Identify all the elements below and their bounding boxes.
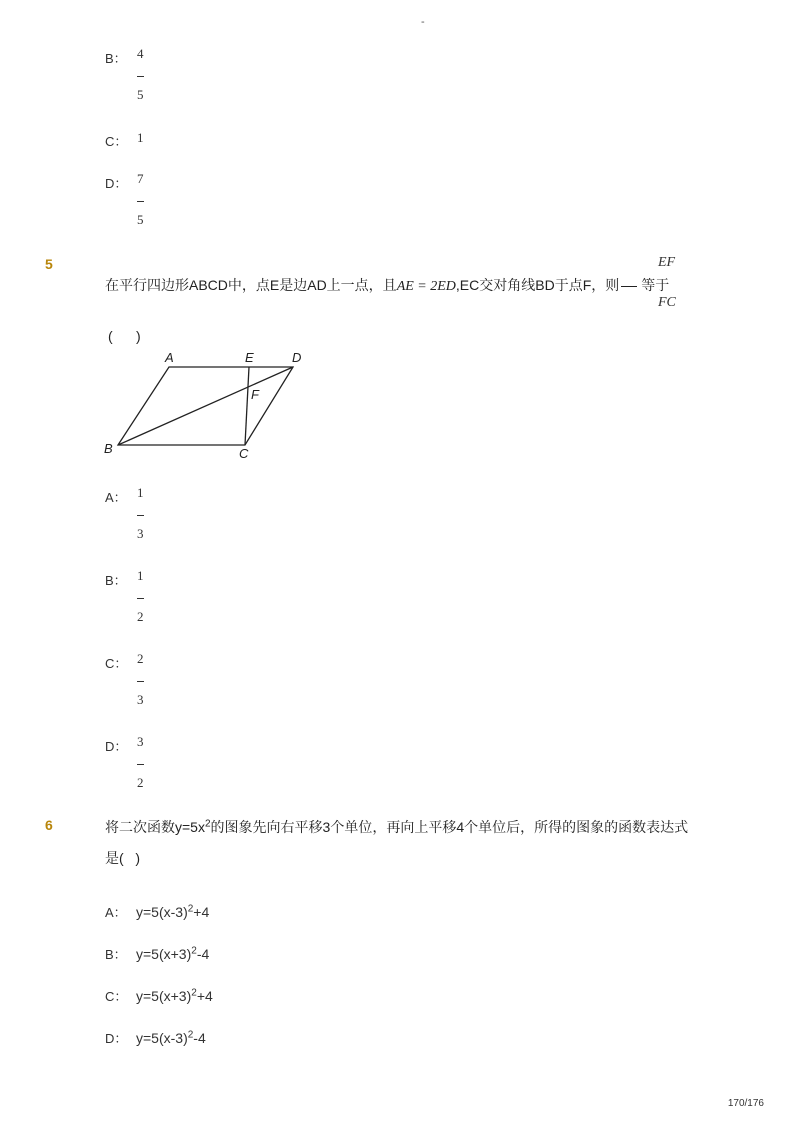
option-label: A： xyxy=(105,905,127,920)
fraction-denominator: 3 xyxy=(137,692,144,707)
fraction-denominator: 5 xyxy=(137,212,144,227)
fraction-numerator: 1 xyxy=(137,568,144,583)
exponent: 2 xyxy=(204,818,211,830)
fraction-denominator: 5 xyxy=(137,87,144,102)
q6-option-d[interactable] xyxy=(105,1028,206,1048)
ratio-numerator: EF xyxy=(658,255,676,270)
option-label: C： xyxy=(105,134,128,149)
option-label: B： xyxy=(105,51,127,66)
point-label-c: C xyxy=(239,446,249,461)
page-number: 170/176 xyxy=(727,1098,764,1109)
fraction-bar xyxy=(137,681,144,682)
option-label: B： xyxy=(105,947,127,962)
option-label: D： xyxy=(105,739,128,754)
point-label-e: E xyxy=(245,350,254,365)
question-text xyxy=(105,817,688,837)
fraction-numerator: 7 xyxy=(137,171,144,186)
q6-option-a[interactable] xyxy=(105,902,209,922)
option-formula: $y=5(x+3)^2-4$ xyxy=(136,945,210,962)
point-label-a: A xyxy=(165,350,174,365)
fraction-bar xyxy=(137,201,144,202)
q6-option-b[interactable] xyxy=(105,944,209,964)
question-number: 6 xyxy=(45,817,53,833)
math-expression: AE = 2ED xyxy=(396,279,456,294)
fraction-bar xyxy=(137,76,144,77)
question-text xyxy=(105,275,669,295)
point-label-d: D xyxy=(292,350,302,365)
fraction-numerator: 4 xyxy=(137,46,144,61)
fraction-denominator: 2 xyxy=(137,775,144,790)
question-text-after: 的图象先向右平移3个单位，再向上平移4个单位后，所得的图象的函数表达式 xyxy=(210,819,689,835)
ratio-denominator: FC xyxy=(658,295,676,310)
option-formula: $y=5(x-3)^2+4$ xyxy=(136,903,210,920)
question-text-part1: 在平行四边形ABCD中，点E是边AD上一点，且 xyxy=(105,277,397,293)
option-label: C： xyxy=(105,989,128,1004)
q6-option-c[interactable] xyxy=(105,986,213,1006)
fraction-numerator: 2 xyxy=(137,651,144,666)
option-label: B： xyxy=(105,573,127,588)
question-text-line2: 是( ) xyxy=(105,850,140,866)
fraction-bar xyxy=(137,515,144,516)
option-label: D： xyxy=(105,176,128,191)
answer-blank: ( ) xyxy=(108,328,141,344)
page-top-mark: - xyxy=(421,16,425,28)
fraction-denominator: 2 xyxy=(137,609,144,624)
option-label: C： xyxy=(105,656,128,671)
question-text-before: 将二次函数y=5x xyxy=(105,819,205,835)
question-text-part3: 等于 xyxy=(641,277,670,293)
option-formula: $y=5(x-3)^2-4$ xyxy=(136,1029,206,1046)
fraction-bar xyxy=(137,764,144,765)
fraction-numerator: 1 xyxy=(137,485,144,500)
fraction-numerator: 3 xyxy=(137,734,144,749)
question-number: 5 xyxy=(45,256,53,272)
question-text-part2: ,EC交对角线BD于点F，则 xyxy=(455,277,620,293)
segment-ec xyxy=(245,367,249,445)
option-label: D： xyxy=(105,1031,128,1046)
point-label-b: B xyxy=(104,441,113,456)
fraction-denominator: 3 xyxy=(137,526,144,541)
parallelogram-figure xyxy=(100,345,310,465)
option-label: A： xyxy=(105,490,127,505)
option-formula: $y=5(x+3)^2+4$ xyxy=(136,987,213,1004)
fraction-bar xyxy=(137,598,144,599)
ratio-fraction-bar xyxy=(621,286,637,287)
option-value: 1 xyxy=(137,130,144,145)
point-label-f: F xyxy=(251,387,259,402)
